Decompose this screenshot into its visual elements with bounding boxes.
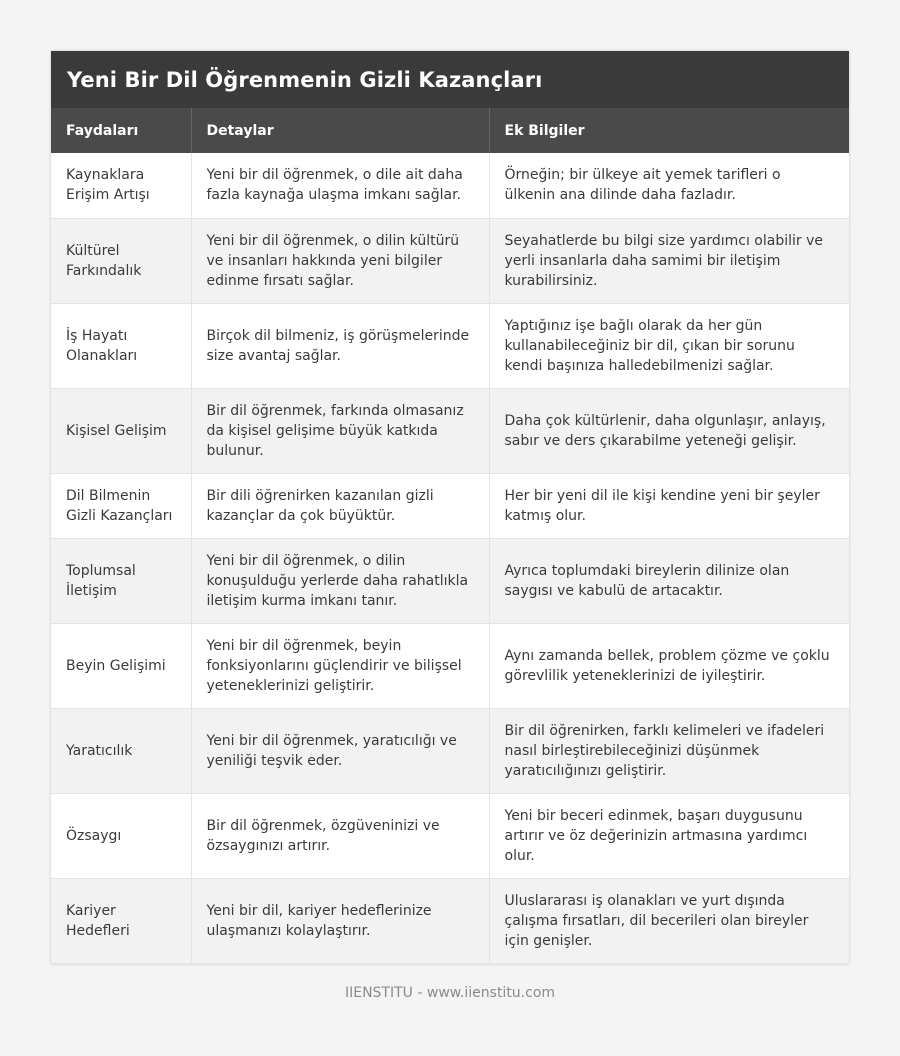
detail-cell: Yeni bir dil öğrenmek, beyin fonksiyonlarını güçlendirir ve bilişsel yeteneklerinizi geliştirir. <box>191 623 489 708</box>
benefit-cell: Kişisel Gelişim <box>51 388 191 473</box>
benefit-cell: Kariyer Hedefleri <box>51 878 191 963</box>
detail-cell: Yeni bir dil öğrenmek, o dilin kültürü ve insanları hakkında yeni bilgiler edinme fırsatı sağlar. <box>191 218 489 303</box>
detail-cell: Yeni bir dil öğrenmek, o dilin konuşulduğu yerlerde daha rahatlıkla iletişim kurma imkanı tanır. <box>191 538 489 623</box>
extra-info-cell: Seyahatlerde bu bilgi size yardımcı olabilir ve yerli insanlarla daha samimi bir iletişim kurabilirsiniz. <box>489 218 849 303</box>
extra-info-cell: Örneğin; bir ülkeye ait yemek tarifleri o ülkenin ana dilinde daha fazladır. <box>489 153 849 218</box>
extra-info-cell: Daha çok kültürlenir, daha olgunlaşır, anlayış, sabır ve ders çıkarabilme yeteneği gelişir. <box>489 388 849 473</box>
table-row <box>51 153 849 218</box>
footer-credit: IIENSTITU - www.iienstitu.com <box>344 985 556 1001</box>
benefit-cell: Beyin Gelişimi <box>51 623 191 708</box>
table-row <box>51 473 849 538</box>
benefit-cell: Dil Bilmenin Gizli Kazançları <box>51 473 191 538</box>
extra-info-cell: Ayrıca toplumdaki bireylerin dilinize olan saygısı ve kabulü de artacaktır. <box>489 538 849 623</box>
table-row <box>51 218 849 303</box>
extra-info-cell: Her bir yeni dil ile kişi kendine yeni bir şeyler katmış olur. <box>489 473 849 538</box>
column-header-faydalari: Faydaları <box>51 108 191 153</box>
detail-cell: Birçok dil bilmeniz, iş görüşmelerinde size avantaj sağlar. <box>191 303 489 388</box>
table-title: Yeni Bir Dil Öğrenmenin Gizli Kazançları <box>67 67 543 92</box>
detail-cell: Yeni bir dil öğrenmek, yaratıcılığı ve yeniliği teşvik eder. <box>191 708 489 793</box>
detail-cell: Bir dil öğrenmek, özgüveninizi ve özsaygınızı artırır. <box>191 793 489 878</box>
table-row <box>51 708 849 793</box>
benefit-cell: Yaratıcılık <box>51 708 191 793</box>
benefit-cell: Kültürel Farkındalık <box>51 218 191 303</box>
table-row <box>51 793 849 878</box>
extra-info-cell: Yeni bir beceri edinmek, başarı duygusunu artırır ve öz değerinizin artmasına yardımcı olur. <box>489 793 849 878</box>
benefit-cell: Kaynaklara Erişim Artışı <box>51 153 191 218</box>
column-header-ek-bilgiler: Ek Bilgiler <box>489 108 849 153</box>
benefit-cell: Toplumsal İletişim <box>51 538 191 623</box>
extra-info-cell: Bir dil öğrenirken, farklı kelimeleri ve ifadeleri nasıl birleştirebileceğinizi düşünmek yaratıcılığınızı geliştirir. <box>489 708 849 793</box>
title-bar <box>51 51 849 108</box>
table-row <box>51 303 849 388</box>
table-row <box>51 388 849 473</box>
header-row <box>51 108 849 153</box>
extra-info-cell: Uluslararası iş olanakları ve yurt dışında çalışma fırsatları, dil becerileri olan bireyler için genişler. <box>489 878 849 963</box>
detail-cell: Bir dil öğrenmek, farkında olmasanız da kişisel gelişime büyük katkıda bulunur. <box>191 388 489 473</box>
extra-info-cell: Yaptığınız işe bağlı olarak da her gün kullanabileceğiniz bir dil, çıkan bir sorunu kendi başınıza halledebilmenizi sağlar. <box>489 303 849 388</box>
detail-cell: Yeni bir dil, kariyer hedeflerinize ulaşmanızı kolaylaştırır. <box>191 878 489 963</box>
benefits-table <box>51 108 849 964</box>
table-card <box>51 51 849 964</box>
column-header-detaylar: Detaylar <box>191 108 489 153</box>
table-row <box>51 878 849 963</box>
table-row <box>51 623 849 708</box>
detail-cell: Bir dili öğrenirken kazanılan gizli kazançlar da çok büyüktür. <box>191 473 489 538</box>
table-row <box>51 538 849 623</box>
detail-cell: Yeni bir dil öğrenmek, o dile ait daha fazla kaynağa ulaşma imkanı sağlar. <box>191 153 489 218</box>
extra-info-cell: Aynı zamanda bellek, problem çözme ve çoklu görevlilik yeteneklerinizi de iyileştirir. <box>489 623 849 708</box>
benefit-cell: Özsaygı <box>51 793 191 878</box>
benefit-cell: İş Hayatı Olanakları <box>51 303 191 388</box>
